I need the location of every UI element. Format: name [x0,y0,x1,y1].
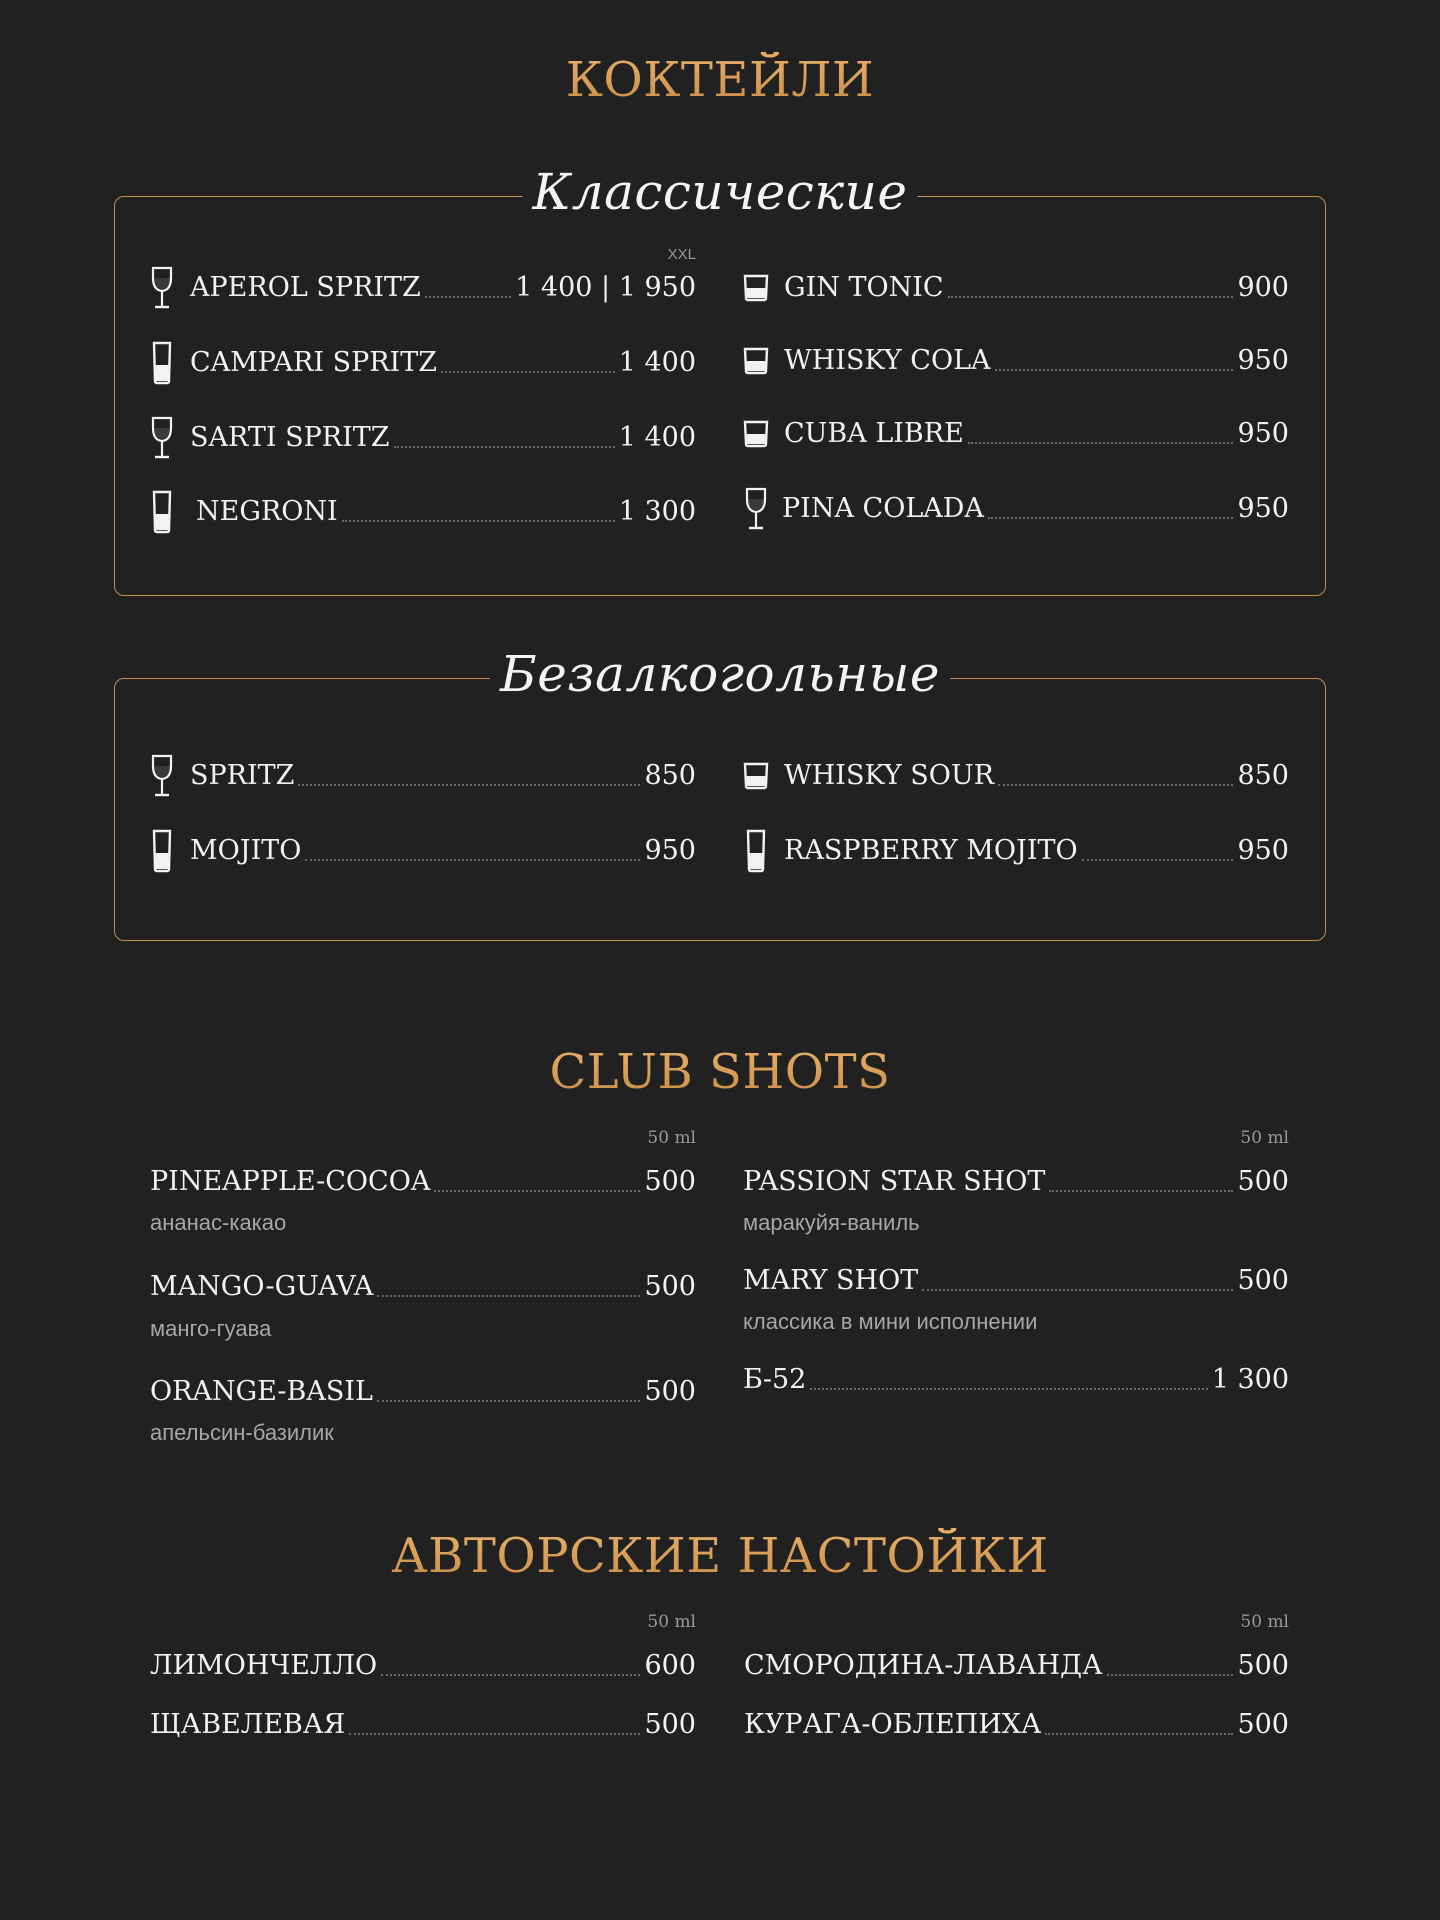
menu-item-cuba-libre [742,414,1289,454]
item-price: 950 [1237,835,1289,866]
menu-item-whisky-sour [742,756,1289,796]
item-name: ORANGE-BASIL [150,1376,373,1407]
dot-leader [995,369,1234,371]
classic-title: Классические [523,163,918,221]
item-description: маракуйя-ваниль [743,1210,920,1235]
item-name: СМОРОДИНА-ЛАВАНДА [744,1650,1103,1681]
item-name: CAMPARI SPRITZ [190,347,437,378]
xxl-label: XXL [667,246,696,263]
tinctures-title: АВТОРСКИЕ НАСТОЙКИ [0,1528,1440,1584]
item-price: 500 [644,1166,696,1197]
tall-glass-icon [742,829,770,873]
item-price: 950 [1237,418,1289,449]
nonalcoholic-section [114,645,1326,941]
item-name: КУРАГА-ОБЛЕПИХА [744,1709,1042,1740]
dot-leader [968,442,1234,444]
rocks-glass-icon [742,412,770,456]
item-name: RASPBERRY MOJITO [784,835,1078,866]
item-price: 500 [644,1376,696,1407]
item-price: 900 [1237,272,1289,303]
rocks-glass-icon [742,339,770,383]
item-name: WHISKY SOUR [784,760,995,791]
tincture-item-apricot-seabuckthorn [744,1705,1289,1745]
dot-leader [342,520,615,522]
item-price: 950 [1237,345,1289,376]
item-price: 600 [644,1650,696,1681]
dot-leader [998,784,1233,786]
menu-item-pina-colada [742,489,1289,529]
item-price: 1 400 [618,422,696,453]
shot-item-passion-star-shot [743,1162,1289,1202]
item-price: 500 [1237,1265,1289,1296]
tall-glass-icon [148,829,176,873]
item-name: APEROL SPRITZ [190,272,421,303]
menu-item-whisky-cola [742,341,1289,381]
tincture-item-limoncello [150,1646,696,1686]
item-price: 850 [1237,760,1289,791]
dot-leader [922,1289,1233,1291]
volume-label-left: 50 ml [647,1612,696,1632]
item-price: 500 [1237,1709,1289,1740]
tall-glass-icon [148,341,176,385]
dot-leader [298,784,640,786]
item-price: 850 [644,760,696,791]
item-price: 500 [1237,1650,1289,1681]
menu-item-negroni [148,492,696,532]
menu-item-aperol-spritz [148,268,696,308]
dot-leader [305,859,640,861]
dot-leader [381,1674,640,1676]
menu-item-spritz [148,756,696,796]
wine-glass-icon [742,487,770,531]
menu-item-raspberry-mojito [742,831,1289,871]
shot-item-mango-guava [150,1267,696,1307]
wine-glass-icon [148,266,176,310]
item-name: CUBA LIBRE [784,418,964,449]
wine-glass-icon [148,416,176,460]
dot-leader [1107,1674,1234,1676]
menu-item-sarti-spritz [148,418,696,458]
item-price: 500 [1237,1166,1289,1197]
classic-section [114,163,1326,596]
tall-glass-icon [148,490,176,534]
item-price: 1 400 | 1 950 [515,272,696,303]
item-description: апельсин-базилик [150,1420,334,1445]
volume-label-right: 50 ml [1240,1612,1289,1632]
dot-leader [377,1295,640,1297]
item-name: PASSION STAR SHOT [743,1166,1046,1197]
cocktails-title: КОКТЕЙЛИ [0,52,1440,108]
shots-title: CLUB SHOTS [0,1044,1440,1100]
dot-leader [434,1190,640,1192]
dot-leader [948,296,1234,298]
rocks-glass-icon [742,266,770,310]
dot-leader [810,1388,1207,1390]
dot-leader [394,446,615,448]
item-price: 500 [644,1709,696,1740]
item-name: ЛИМОНЧЕЛЛО [150,1650,378,1681]
item-description: классика в мини исполнении [743,1309,1038,1334]
item-price: 1 300 [618,496,696,527]
menu-item-gin-tonic [742,268,1289,308]
item-name: ЩАВЕЛЕВАЯ [150,1709,346,1740]
dot-leader [441,371,615,373]
item-name: NEGRONI [196,496,338,527]
dot-leader [1082,859,1234,861]
nonalcoholic-title: Безалкогольные [490,645,950,703]
item-price: 500 [644,1271,696,1302]
dot-leader [1049,1190,1233,1192]
item-price: 950 [644,835,696,866]
shot-item-orange-basil [150,1372,696,1412]
item-name: MOJITO [190,835,302,866]
item-name: GIN TONIC [784,272,944,303]
item-name: SPRITZ [190,760,295,791]
shot-item-b52 [743,1360,1289,1400]
rocks-glass-icon [742,754,770,798]
item-name: WHISKY COLA [784,345,991,376]
shot-item-mary-shot [743,1261,1289,1301]
volume-label-right: 50 ml [1240,1128,1289,1148]
item-name: MARY SHOT [743,1265,919,1296]
item-name: PINEAPPLE-COCOA [150,1166,431,1197]
item-price: 1 300 [1211,1364,1289,1395]
tincture-item-sorrel [150,1705,696,1745]
item-name: SARTI SPRITZ [190,422,390,453]
tincture-item-currant-lavender [744,1646,1289,1686]
item-name: PINA COLADA [782,493,984,524]
dot-leader [377,1400,641,1402]
menu-item-campari-spritz [148,343,696,383]
dot-leader [425,296,511,298]
dot-leader [1045,1733,1233,1735]
menu-item-mojito [148,831,696,871]
shot-item-pineapple-cocoa [150,1162,696,1202]
wine-glass-icon [148,754,176,798]
dot-leader [349,1733,640,1735]
volume-label-left: 50 ml [647,1128,696,1148]
dot-leader [988,517,1234,519]
item-price: 950 [1237,493,1289,524]
item-description: ананас-какао [150,1210,287,1235]
item-price: 1 400 [618,347,696,378]
item-name: MANGO-GUAVA [150,1271,374,1302]
item-description: манго-гуава [150,1316,272,1341]
item-name: Б-52 [743,1364,807,1395]
